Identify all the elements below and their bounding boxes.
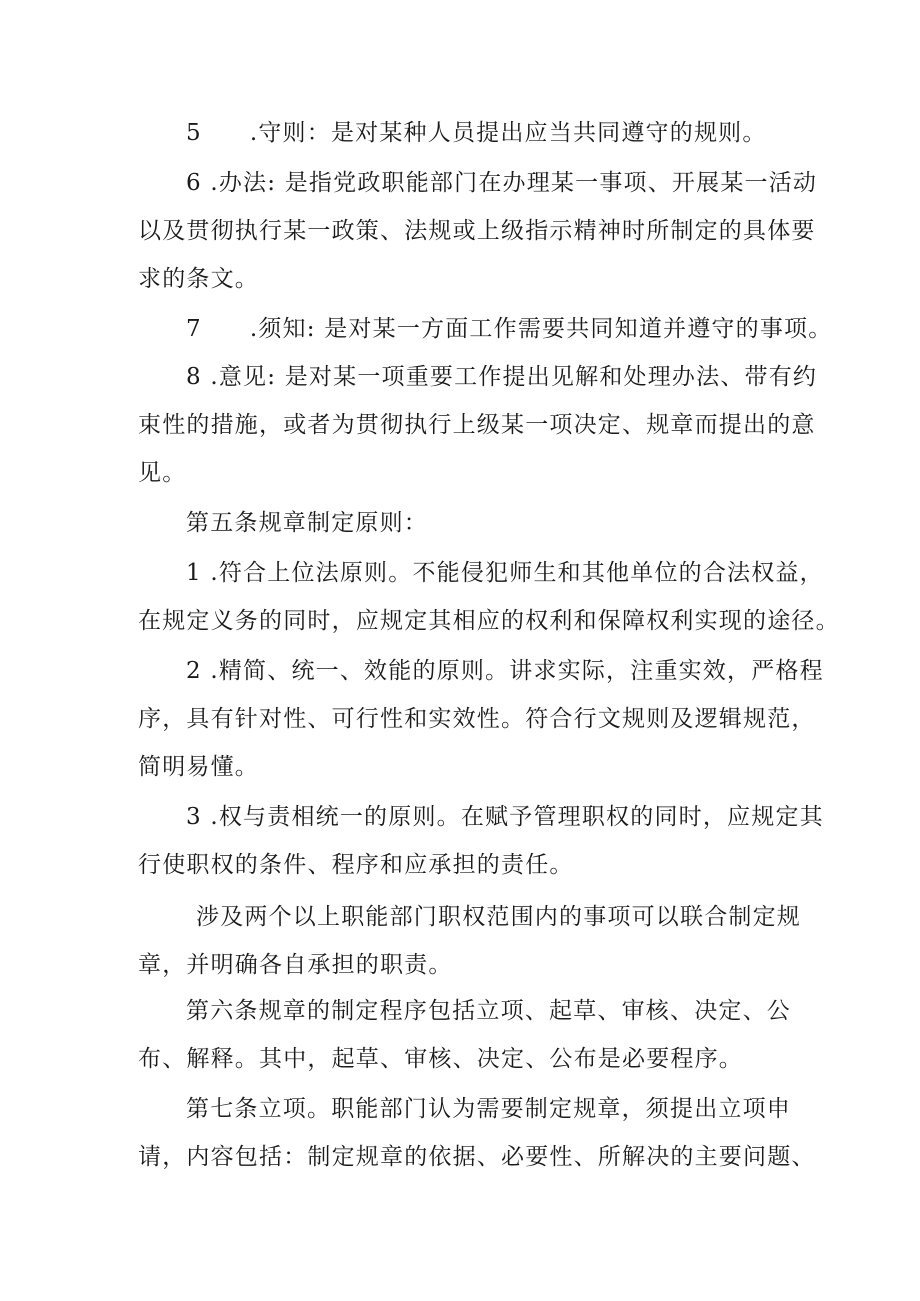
item-5-number: 5	[186, 120, 202, 146]
item-8-line-2: 束性的措施，或者为贯彻执行上级某一项决定、规章而提出的意	[138, 412, 816, 438]
item-5-line	[186, 118, 767, 148]
article-7-line-2: 请，内容包括：制定规章的依据、必要性、所解决的主要问题、	[138, 1144, 816, 1170]
item-6-line-1: 6 .办法: 是指党政职能部门在办理某一事项、开展某一活动	[186, 170, 818, 196]
item-8-line-3: 见。	[138, 460, 187, 486]
joint-paragraph-line-2: 章，并明确各自承担的职责。	[138, 952, 453, 978]
article-5-heading: 第五条规章制定原则：	[186, 510, 428, 536]
joint-paragraph-line-1: 涉及两个以上职能部门职权范围内的事项可以联合制定规	[196, 904, 801, 930]
article-7-line-1: 第七条立项。职能部门认为需要制定规章，须提出立项申	[186, 1096, 791, 1122]
item-7-number: 7	[186, 316, 202, 342]
item-7-text: .须知: 是对某一方面工作需要共同知道并遵守的事项。	[249, 316, 833, 342]
article-5-item-3-line-2: 行使职权的条件、程序和应承担的责任。	[138, 852, 574, 878]
article-5-item-2-line-2: 序，具有针对性、可行性和实效性。符合行文规则及逻辑规范，	[138, 706, 816, 732]
item-6-line-3: 求的条文。	[138, 266, 259, 292]
article-6-line-1: 第六条规章的制定程序包括立项、起草、审核、决定、公	[186, 998, 791, 1024]
article-5-item-3-line-1: 3 .权与责相统一的原则。在赋予管理职权的同时，应规定其	[186, 804, 824, 830]
item-7-line	[186, 314, 832, 344]
article-5-item-2-line-1: 2 .精简、统一、效能的原则。讲求实际，注重实效，严格程	[186, 658, 824, 684]
article-6-line-2: 布、解释。其中，起草、审核、决定、公布是必要程序。	[138, 1046, 743, 1072]
article-5-item-1-line-1: 1 .符合上位法原则。不能侵犯师生和其他单位的合法权益，	[186, 560, 824, 586]
article-5-item-2-line-3: 简明易懂。	[138, 754, 259, 780]
item-5-text: .守则：是对某种人员提出应当共同遵守的规则。	[249, 120, 767, 146]
item-8-line-1: 8 .意见: 是对某一项重要工作提出见解和处理办法、带有约	[186, 364, 818, 390]
item-6-line-2: 以及贯彻执行某一政策、法规或上级指示精神时所制定的具体要	[138, 218, 816, 244]
article-5-item-1-line-2: 在规定义务的同时，应规定其相应的权利和保障权利实现的途径。	[138, 608, 840, 634]
